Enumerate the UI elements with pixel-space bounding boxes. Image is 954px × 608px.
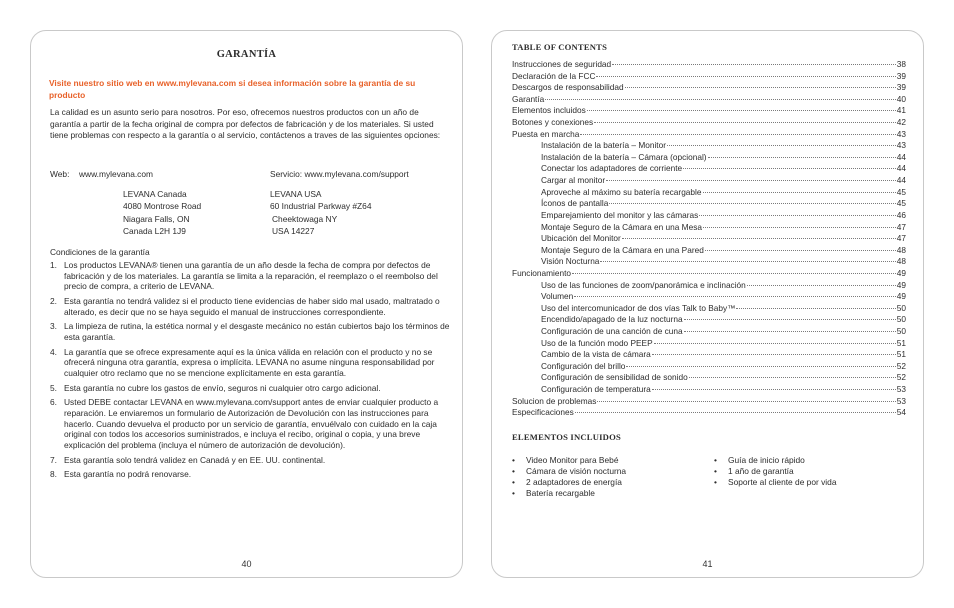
toc-entry (512, 268, 906, 280)
toc-entry-label: Conectar los adaptadores de corriente (541, 163, 683, 174)
address-line: Cheektowaga NY (272, 213, 338, 224)
conditions-title: Condiciones de la garantía (50, 247, 150, 257)
toc-entry (512, 163, 906, 175)
toc-entry-page: 38 (896, 59, 906, 69)
toc-entry-page: 49 (896, 291, 906, 302)
toc-entry-label: Declaración de la FCC (512, 70, 596, 81)
toc-entry-page: 45 (896, 198, 906, 209)
bullet: • (512, 455, 515, 465)
toc-entry-label: Puesta en marcha (512, 128, 580, 139)
toc-entry-page: 43 (896, 140, 906, 151)
bullet: • (714, 477, 717, 487)
toc-entry (512, 222, 906, 234)
toc-entry-label: Uso de la función modo PEEP (541, 337, 653, 348)
toc-entry-label: Configuración de una canción de cuna (541, 326, 683, 337)
toc-entry-page: 53 (896, 384, 906, 395)
bullet: • (512, 466, 515, 476)
toc-entry-page: 53 (896, 395, 906, 406)
included-item (512, 466, 626, 477)
toc-entry-label: Cargar al monitor (541, 175, 606, 186)
toc-entry-page: 51 (896, 337, 906, 348)
toc-entry-label: Instalación de la batería – Cámara (opcional) (541, 151, 707, 162)
toc-leader-dots (580, 134, 895, 135)
toc-leader-dots (736, 308, 895, 309)
included-list-1 (512, 455, 626, 499)
condition-text: Esta garantía solo tendrá validez en Canadá y en EE. UU. continental. (64, 454, 326, 465)
included-text: 2 adaptadores de energía (526, 477, 622, 487)
included-item (714, 477, 836, 488)
toc-entry-label: Configuración de temperatura (541, 384, 651, 395)
toc-entry-page: 51 (896, 349, 906, 360)
toc-entry-label: Solucion de problemas (512, 395, 597, 406)
toc-entry-label: Aproveche al máximo su batería recargable (541, 186, 702, 197)
toc-entry-label: Configuración de sensibilidad de sonido (541, 372, 688, 383)
toc-entry (512, 326, 906, 338)
toc-entry-page: 45 (896, 186, 906, 197)
toc-entry-page: 39 (896, 82, 906, 93)
toc-entry (512, 396, 906, 408)
included-item (512, 477, 626, 488)
toc-title: TABLE OF CONTENTS (512, 42, 608, 52)
toc-leader-dots (747, 285, 896, 286)
condition-item (50, 321, 455, 342)
toc-entry-page: 52 (896, 372, 906, 383)
toc-entry-page: 48 (896, 256, 906, 267)
toc-leader-dots (574, 296, 895, 297)
toc-entry (512, 245, 906, 257)
condition-text: Usted DEBE contactar LEVANA en www.mylevana.com/support antes de enviar cualquier producto a reparación. Le enviaremos un formulario de Autorización de Devolución con las instrucciones para hacerlo. Cuando devuelva el producto por un servicio de garantía, envuélvalo con cuidado en la caja original con todos los accesorios suministrados, e incluya el recibo, original o copia, y una breve explicación del problema (incluya el número de autorización de devolución). (64, 397, 439, 450)
toc-entry-page: 39 (896, 70, 906, 81)
toc-leader-dots (587, 110, 896, 111)
usa-address (270, 188, 371, 237)
toc-entry-page: 54 (896, 407, 906, 418)
toc-entry-page: 44 (896, 163, 906, 174)
toc-entry-label: Uso del intercomunicador de dos vías Talk to Baby™ (541, 302, 736, 313)
condition-text: La garantía que se ofrece expresamente aquí es la única válida en relación con el producto y no se ofrecerá ninguna otra garantía, expresa o implícita. LEVANA no asume ninguna responsabilidad por cualquier otro reclamo que no se mencione explícitamente en esta garantía. (64, 346, 435, 378)
toc-entry (512, 303, 906, 315)
condition-item (50, 397, 455, 450)
toc-entry-label: Montaje Seguro de la Cámara en una Mesa (541, 221, 702, 232)
toc-entry-page: 50 (896, 314, 906, 325)
toc-leader-dots (699, 215, 896, 216)
condition-text: La limpieza de rutina, la estética normal y el desgaste mecánico no están cubiertos bajo los términos de esta garantía. (64, 321, 450, 342)
condition-number: 2. (50, 295, 57, 306)
condition-number: 6. (50, 397, 57, 408)
toc-leader-dots (596, 76, 895, 77)
toc-leader-dots (606, 180, 896, 181)
toc-entry-label: Instrucciones de seguridad (512, 59, 612, 69)
toc-entry-page: 49 (896, 267, 906, 278)
toc-entry-label: Volumen (541, 291, 574, 302)
toc-entry (512, 152, 906, 164)
toc-leader-dots (572, 273, 896, 274)
toc-leader-dots (652, 389, 896, 390)
condition-number: 4. (50, 346, 57, 357)
toc-entry-page: 47 (896, 233, 906, 244)
toc-leader-dots (575, 412, 896, 413)
toc-leader-dots (703, 227, 896, 228)
intro-paragraph: La calidad es un asunto serio para nosotros. Por eso, ofrecemos nuestros productos con un año de garantía a partir de la fecha original de compra por defectos de fabricación y de los materiales. Si usted tiene problemas con respecto a la garantía o al servicio, contáctenos a traves de las siguientes opciones: (50, 107, 441, 140)
toc-entry-label: Garantía (512, 93, 545, 104)
included-item (714, 455, 836, 466)
address-line: Niagara Falls, ON (123, 213, 190, 224)
bullet: • (512, 488, 515, 498)
toc-leader-dots (609, 203, 895, 204)
bullet: • (714, 466, 717, 476)
included-item (512, 488, 626, 499)
toc-entry-page: 44 (896, 175, 906, 186)
address-line: Canada L2H 1J9 (123, 225, 186, 236)
toc-entry-label: Configuración del brillo (541, 360, 626, 371)
condition-number: 8. (50, 469, 57, 480)
toc-leader-dots (612, 64, 896, 65)
toc-entry-page: 44 (896, 151, 906, 162)
included-text: Video Monitor para Bebé (526, 455, 619, 465)
toc-leader-dots (594, 122, 896, 123)
toc-entry-page: 47 (896, 221, 906, 232)
toc-entry (512, 314, 906, 326)
address-line: 60 Industrial Parkway #Z64 (270, 201, 372, 212)
condition-number: 3. (50, 321, 57, 332)
toc-leader-dots (684, 319, 896, 320)
toc-leader-dots (683, 168, 896, 169)
address-line: USA 14227 (272, 225, 315, 236)
condition-item (50, 347, 455, 379)
toc-leader-dots (600, 261, 895, 262)
toc-entry (512, 233, 906, 245)
toc-entry (512, 338, 906, 350)
toc-entry-label: Funcionamiento (512, 267, 572, 278)
toc-entry (512, 361, 906, 373)
toc-leader-dots (597, 401, 895, 402)
toc-entry (512, 291, 906, 303)
address-line: LEVANA USA (270, 189, 322, 199)
toc-entry (512, 82, 906, 94)
bullet: • (512, 477, 515, 487)
toc-leader-dots (708, 157, 896, 158)
toc-entry-page: 41 (896, 105, 906, 116)
condition-item (50, 260, 455, 292)
toc-entry-page: 52 (896, 360, 906, 371)
toc-entry-label: Especificaciones (512, 407, 574, 418)
toc-entry-label: Cambio de la vista de cámara (541, 349, 651, 360)
toc-entry (512, 372, 906, 384)
page-right (491, 30, 924, 578)
toc-entry (512, 256, 906, 268)
toc-entry (512, 384, 906, 396)
toc-entry-page: 42 (896, 117, 906, 128)
included-text: Batería recargable (526, 488, 595, 498)
address-line: LEVANA Canada (123, 189, 187, 199)
toc-entry (512, 105, 906, 117)
toc-entry-label: Uso de las funciones de zoom/panorámica e inclinación (541, 279, 746, 290)
toc-entry-page: 46 (896, 209, 906, 220)
toc-leader-dots (705, 250, 896, 251)
toc-entry-label: Emparejamiento del monitor y las cámaras (541, 209, 699, 220)
toc-entry (512, 129, 906, 141)
canada-address (123, 188, 201, 237)
address-line: 4080 Montrose Road (123, 201, 202, 212)
toc-entry-label: Encendido/apagado de la luz nocturna (541, 314, 683, 325)
toc-leader-dots (689, 377, 896, 378)
toc-leader-dots (684, 331, 896, 332)
included-item (714, 466, 836, 477)
included-text: 1 año de garantía (728, 466, 794, 476)
toc-entry (512, 349, 906, 361)
toc-leader-dots (626, 366, 895, 367)
condition-text: Esta garantía no cubre los gastos de envío, seguros ni cualquier otro cargo adicional. (64, 382, 381, 393)
condition-number: 1. (50, 260, 57, 270)
page-number: 40 (241, 559, 252, 569)
toc-entry (512, 117, 906, 129)
toc-entry-label: Ubicación del Monitor (541, 233, 621, 244)
toc-entry (512, 175, 906, 187)
included-text: Soporte al cliente de por vida (728, 477, 837, 487)
condition-item (50, 296, 455, 317)
toc-entry-page: 43 (896, 128, 906, 139)
page-number: 41 (702, 559, 713, 569)
toc-entry (512, 140, 906, 152)
toc-entry (512, 71, 906, 83)
toc-leader-dots (622, 238, 896, 239)
included-text: Cámara de visión nocturna (526, 466, 627, 476)
toc-entry-label: Visión Nocturna (541, 256, 600, 267)
toc-entry (512, 198, 906, 210)
warranty-title: GARANTÍA (216, 49, 277, 60)
toc-leader-dots (625, 87, 896, 88)
toc-entry (512, 94, 906, 106)
condition-item (50, 469, 455, 480)
toc-entry-page: 49 (896, 279, 906, 290)
included-list-2 (714, 455, 836, 488)
toc-entry (512, 210, 906, 222)
condition-text: Los productos LEVANA® tienen una garantía de un año desde la fecha de compra por defectos de fabricación y de los materiales. La garantía se limita a la reparación, el reemplazo o el reembolso del precio de compra, a criterio de LEVANA. (64, 260, 438, 292)
toc-entry (512, 59, 906, 71)
service-url: Servicio: www.mylevana.com/support (270, 169, 409, 179)
included-item (512, 455, 626, 466)
toc-entry-label: Instalación de la batería – Monitor (541, 140, 666, 151)
condition-item (50, 455, 455, 466)
included-text: Guía de inicio rápido (728, 455, 805, 465)
toc-leader-dots (652, 354, 896, 355)
website-notice: Visite nuestro sitio web en www.mylevana.com si desea información sobre la garantía de su producto (49, 78, 416, 100)
included-title: ELEMENTOS INCLUIDOS (512, 432, 621, 442)
condition-text: Esta garantía no tendrá validez si el producto tiene evidencias de haber sido mal usado, maltratado o alterado, es decir que no se haya seguido el manual de instrucciones correspondiente. (64, 295, 440, 317)
toc-entry-label: Elementos incluidos (512, 105, 586, 116)
toc-entry-label: Descargos de responsabilidad (512, 82, 624, 93)
toc-entry-label: Íconos de pantalla (541, 198, 609, 209)
condition-item (50, 383, 455, 394)
bullet: • (714, 455, 717, 465)
toc-leader-dots (654, 343, 896, 344)
toc-entry-label: Botones y conexiones (512, 117, 594, 128)
toc-leader-dots (545, 99, 895, 100)
toc-entry-label: Montaje Seguro de la Cámara en una Pared (541, 244, 704, 255)
web-url: www.mylevana.com (79, 169, 154, 179)
condition-text: Esta garantía no podrá renovarse. (64, 469, 192, 480)
toc-leader-dots (703, 192, 896, 193)
condition-number: 5. (50, 382, 57, 393)
page-left (30, 30, 463, 578)
toc-entry-page: 40 (896, 93, 906, 104)
web-label: Web: (50, 169, 70, 179)
toc-leader-dots (667, 145, 896, 146)
toc-entry-page: 48 (896, 244, 906, 255)
conditions-list (50, 260, 455, 484)
toc-entry (512, 407, 906, 419)
toc-entry-page: 50 (896, 326, 906, 337)
condition-number: 7. (50, 454, 57, 465)
toc-entry (512, 280, 906, 292)
toc-entry (512, 187, 906, 199)
toc-entry-page: 50 (896, 302, 906, 313)
table-of-contents (512, 59, 906, 419)
